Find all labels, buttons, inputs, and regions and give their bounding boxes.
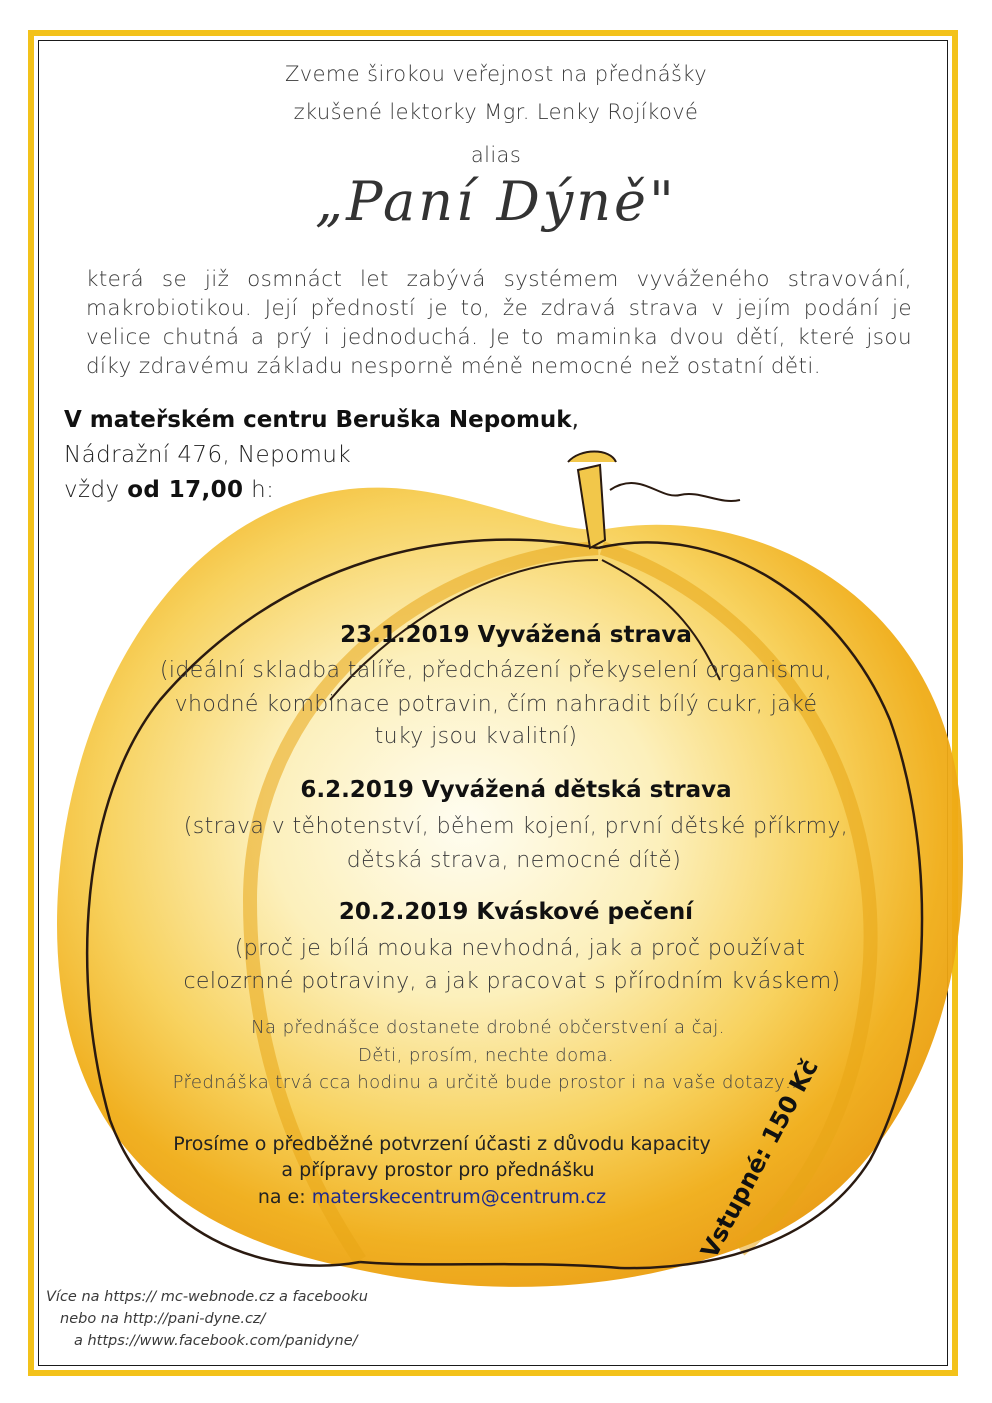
registration-email-line: [0, 1186, 928, 1208]
time-prefix: vždy: [64, 477, 120, 503]
venue-name-line: [64, 407, 579, 433]
venue-comma: ,: [571, 407, 579, 433]
lecture-3-title: 20.2.2019 Kváskové pečení: [338, 899, 694, 925]
venue-time: [64, 477, 274, 503]
lecture-1-desc-line: vhodné kombinace potravin, čím nahradit bílý cukr, jaké: [174, 692, 818, 717]
email-prefix: na e:: [257, 1186, 306, 1208]
alias-word: alias: [470, 143, 522, 167]
entry-fee: Vstupné: 150 Kč: [695, 1054, 824, 1263]
email-link[interactable]: materskecentrum@centrum.cz: [311, 1186, 607, 1208]
time-value: od 17,00: [127, 477, 244, 503]
time-suffix: h:: [251, 477, 275, 503]
note-line: Na přednášce dostanete drobné občerstvení a čaj.: [251, 1017, 725, 1038]
registration-line-1: Prosíme o předběžné potvrzení účasti z důvodu kapacity: [173, 1133, 711, 1155]
venue-address: Nádražní 476, Nepomuk: [64, 442, 352, 468]
lecture-1-desc-line: (ideální skladba talíře, předcházení překyselení organismu,: [159, 658, 833, 683]
pumpkin-tendril: [610, 483, 740, 501]
lecture-2-desc-line: (strava v těhotenství, během kojení, první dětské příkrmy,: [183, 814, 849, 839]
more-info-line: a https://www.facebook.com/panidyne/: [74, 1333, 358, 1349]
note-line: Přednáška trvá cca hodinu a určitě bude prostor i na vaše dotazy…: [172, 1072, 804, 1093]
lecture-2-title: 6.2.2019 Vyvážená dětská strava: [300, 777, 732, 803]
registration-line-2: a přípravy prostor pro přednášku: [281, 1159, 595, 1181]
lecturer-description: která se již osmnáct let zabývá systémem vyváženého stravování, makrobiotikou. Její předností je to, že zdravá strava v jejím podání je velice chutná a prý i jednoduchá. Je to maminka dvou dětí, které jsou díky zdravému základu nesporně méně nemocné než ostatní děti.: [86, 267, 912, 379]
more-info-line: Více na https:// mc-webnode.cz a facebooku: [46, 1289, 368, 1305]
intro-line-2: zkušené lektorky Mgr. Lenky Rojíkové: [293, 100, 699, 124]
alias-name: „Paní Dýně": [315, 170, 677, 233]
lecture-1-desc-line: tuky jsou kvalitní): [374, 724, 578, 749]
lecture-3-desc-line: celozrnné potraviny, a jak pracovat s přírodním kváskem): [183, 969, 841, 994]
lecture-2-desc-line: dětská strava, nemocné dítě): [346, 848, 682, 873]
note-line: Děti, prosím, nechte doma.: [357, 1045, 614, 1066]
more-info-line: nebo na http://pani-dyne.cz/: [60, 1311, 266, 1327]
lecture-3-desc-line: (proč je bílá mouka nevhodná, jak a proč používat: [234, 936, 806, 961]
venue-name: V mateřském centru Beruška Nepomuk: [64, 407, 572, 433]
lecture-1-title: 23.1.2019 Vyvážená strava: [340, 622, 692, 648]
intro-line-1: Zveme širokou veřejnost na přednášky: [284, 62, 708, 86]
pumpkin-stem-cap: [568, 452, 616, 463]
